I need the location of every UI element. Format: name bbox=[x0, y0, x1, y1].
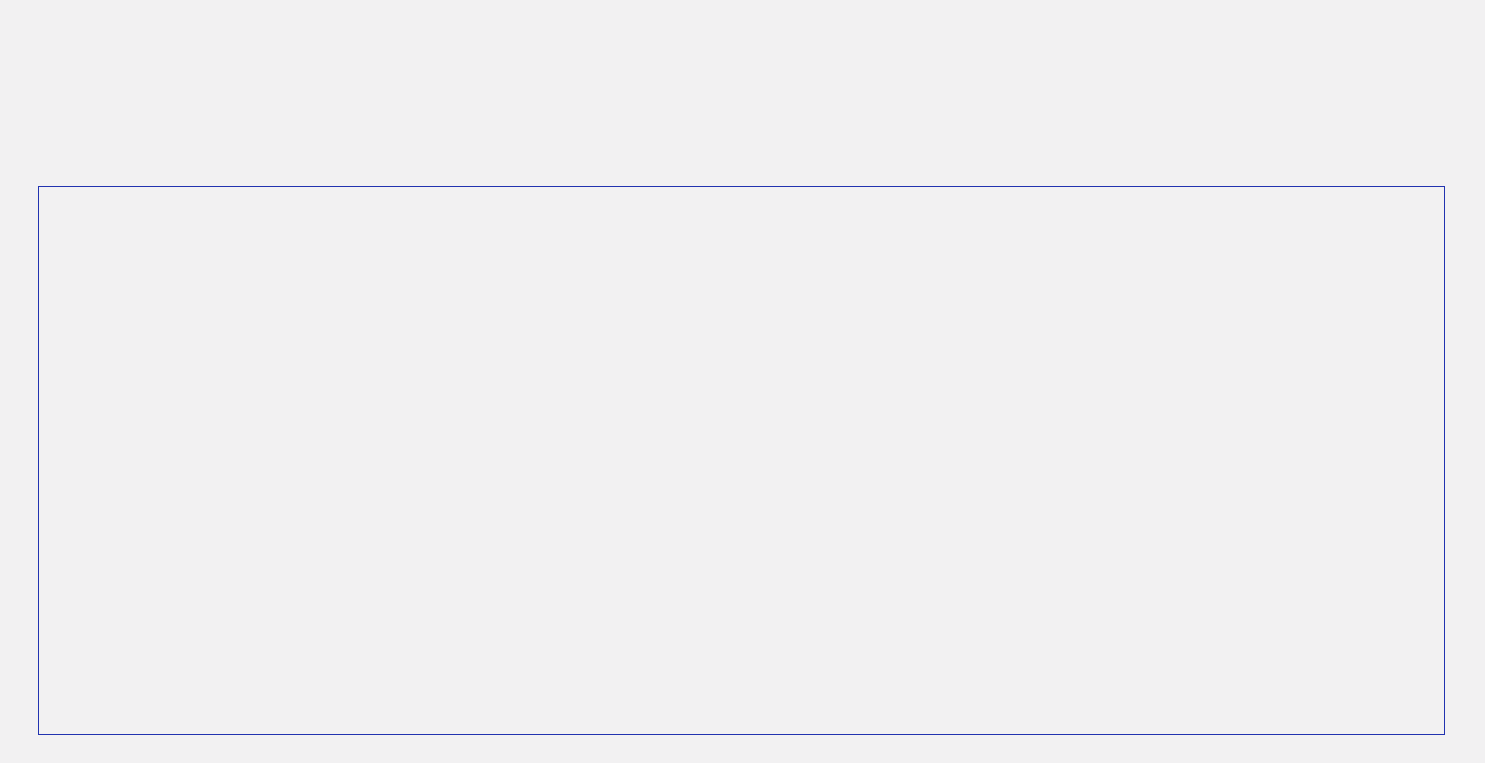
stage-chevrons bbox=[0, 0, 1485, 200]
stats-columns bbox=[38, 186, 1445, 735]
